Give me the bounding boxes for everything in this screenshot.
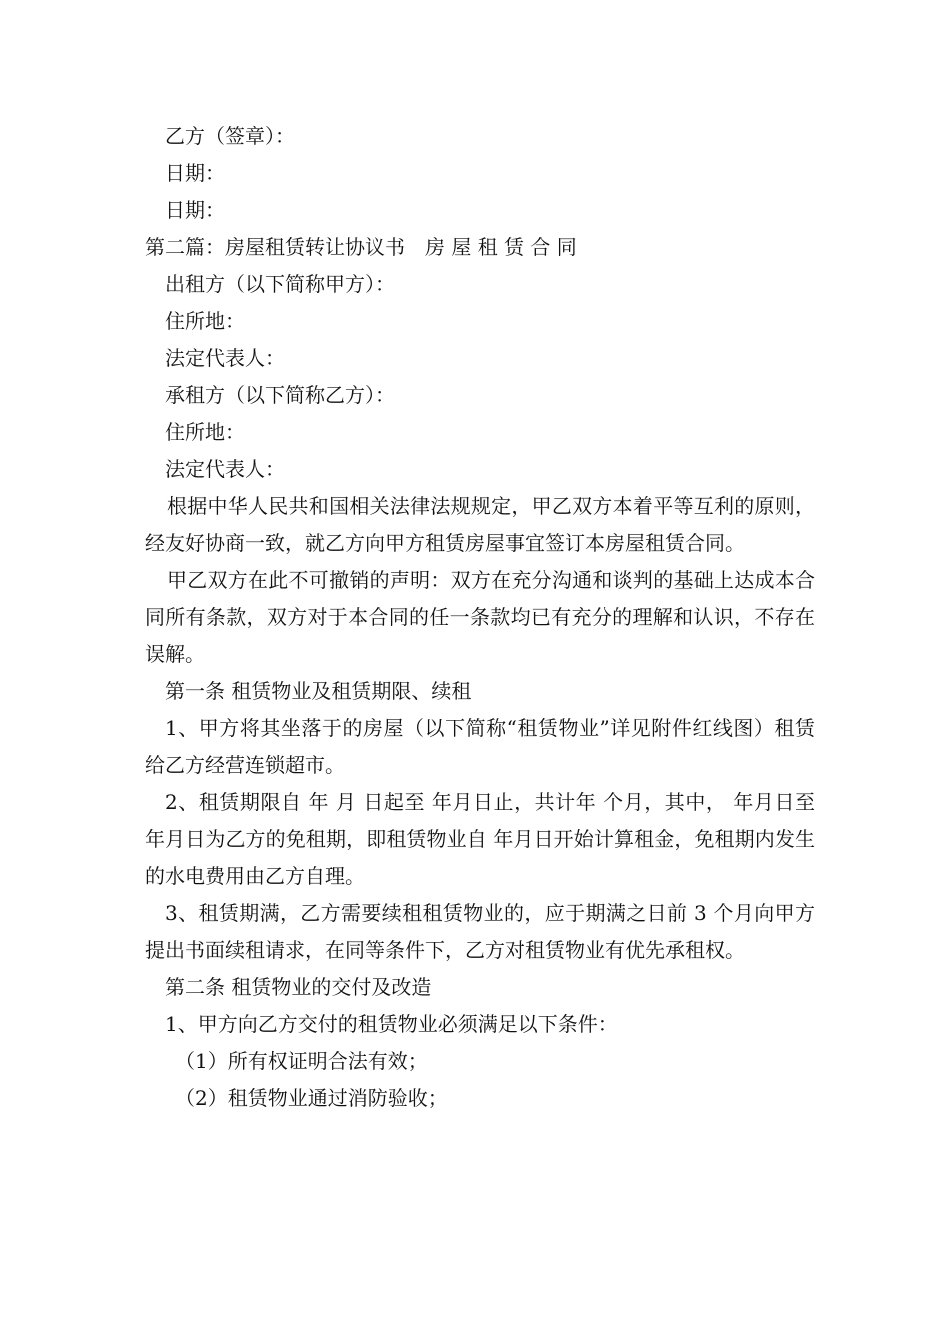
section-title: 第二篇：房屋租赁转让协议书 房 屋 租 赁 合 同 xyxy=(145,235,577,259)
article-2-item: （2）租赁物业通过消防验收； xyxy=(175,1086,448,1110)
article-1-clause: 1、甲方将其坐落于的房屋（以下简称“租赁物业”详见附件红线图）租赁给乙方经营连锁超市。 xyxy=(145,716,815,777)
article-2-heading: 第二条 租赁物业的交付及改造 xyxy=(165,975,432,999)
lessee-address-line: 住所地： xyxy=(165,420,245,444)
article-1-clause: 3、租赁期满，乙方需要续租租赁物业的，应于期满之日前 3 个月向甲方提出书面续租请求，在同等条件下，乙方对租赁物业有优先承租权。 xyxy=(145,901,815,962)
lessee-line: 承租方（以下简称乙方）： xyxy=(165,383,395,407)
signature-line-party-b: 乙方（签章）： xyxy=(165,124,295,148)
date-line: 日期： xyxy=(165,198,225,222)
lessor-line: 出租方（以下简称甲方）： xyxy=(165,272,395,296)
article-1-heading: 第一条 租赁物业及租赁期限、续租 xyxy=(165,679,472,703)
article-2-clause: 1、甲方向乙方交付的租赁物业必须满足以下条件： xyxy=(165,1012,618,1036)
lessor-address-line: 住所地： xyxy=(165,309,245,333)
document-body xyxy=(145,118,815,1117)
declaration-paragraph: 甲乙双方在此不可撤销的声明：双方在充分沟通和谈判的基础上达成本合同所有条款，双方对于本合同的任一条款均已有充分的理解和认识，不存在误解。 xyxy=(145,568,815,666)
preamble-paragraph: 根据中华人民共和国相关法律法规规定，甲乙双方本着平等互利的原则，经友好协商一致，就乙方向甲方租赁房屋事宜签订本房屋租赁合同。 xyxy=(145,494,815,555)
lessee-representative-line: 法定代表人： xyxy=(165,457,285,481)
article-1-clause: 2、租赁期限自 年 月 日起至 年月日止，共计年 个月，其中， 年月日至 年月日为乙方的免租期，即租赁物业自 年月日开始计算租金，免租期内发生的水电费用由乙方自理。 xyxy=(145,790,815,888)
article-2-item: （1）所有权证明合法有效； xyxy=(175,1049,428,1073)
date-line: 日期： xyxy=(165,161,225,185)
lessor-representative-line: 法定代表人： xyxy=(165,346,285,370)
